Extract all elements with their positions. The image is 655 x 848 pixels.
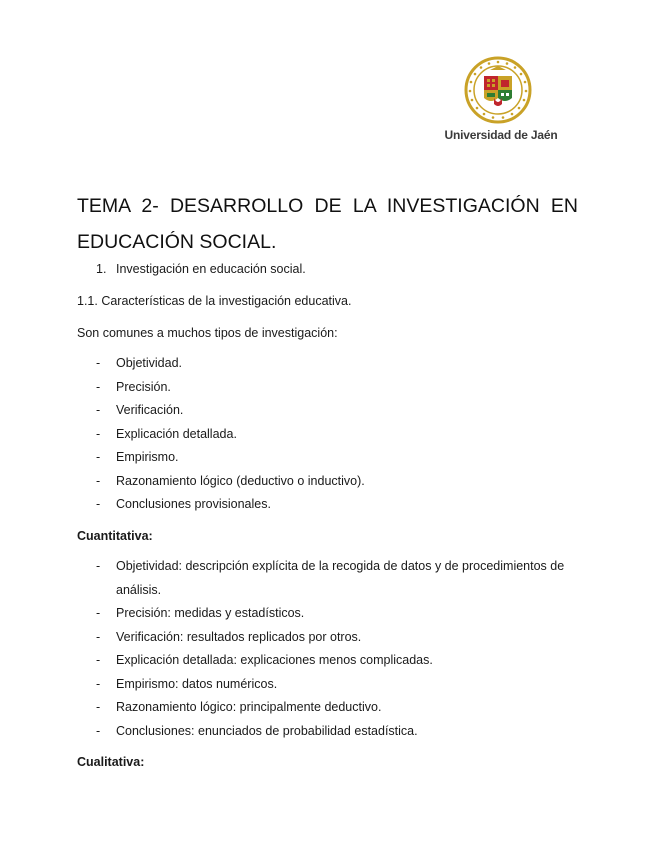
university-seal-icon xyxy=(464,56,532,124)
list-item-text: Precisión. xyxy=(116,379,171,394)
list-item-text: Verificación: resultados replicados por otros. xyxy=(116,629,362,644)
university-logo xyxy=(440,56,562,146)
numbered-heading xyxy=(96,260,306,278)
common-features-list xyxy=(0,352,578,517)
list-item xyxy=(0,399,578,423)
list-item-text: Explicación detallada: explicaciones menos complicadas. xyxy=(116,653,433,667)
list-item xyxy=(0,602,578,626)
section-subheading: 1.1. Características de la investigación educativa. xyxy=(77,294,352,308)
list-item-text: Conclusiones provisionales. xyxy=(116,497,271,511)
dash-bullet: - xyxy=(96,356,101,370)
list-item xyxy=(0,446,578,470)
list-item xyxy=(0,493,578,517)
dash-bullet: - xyxy=(96,379,101,394)
page-title: TEMA 2- DESARROLLO DE LA INVESTIGACIÓN EN EDUCACIÓN SOCIAL. xyxy=(77,195,578,253)
dash-bullet: - xyxy=(96,450,101,464)
list-item xyxy=(0,470,578,494)
dash-bullet: - xyxy=(96,426,101,441)
list-item xyxy=(0,696,578,720)
dash-bullet: - xyxy=(96,653,101,667)
dash-bullet: - xyxy=(96,559,101,573)
list-item xyxy=(0,649,578,673)
list-item xyxy=(0,720,578,744)
qualitative-heading: Cualitativa: xyxy=(77,755,145,769)
dash-bullet: - xyxy=(96,473,101,488)
dash-bullet: - xyxy=(96,497,101,511)
dash-bullet: - xyxy=(96,403,101,417)
list-item xyxy=(0,423,578,447)
numbered-heading-text: Investigación en educación social. xyxy=(116,262,306,276)
intro-paragraph: Son comunes a muchos tipos de investigación: xyxy=(77,326,338,340)
dash-bullet: - xyxy=(96,676,101,691)
list-item-text: Empirismo. xyxy=(116,450,179,464)
list-item-text: Verificación. xyxy=(116,403,184,417)
list-item xyxy=(0,555,578,602)
university-name: Universidad de Jaén xyxy=(444,128,558,142)
list-item-text: Objetividad. xyxy=(116,356,183,370)
list-item-text: Conclusiones: enunciados de probabilidad estadística. xyxy=(116,723,418,738)
numbered-heading-number: 1. xyxy=(96,262,107,276)
dash-bullet: - xyxy=(96,723,101,738)
list-item-text: Razonamiento lógico: principalmente deductivo. xyxy=(116,700,382,714)
dash-bullet: - xyxy=(96,629,101,644)
quantitative-heading: Cuantitativa: xyxy=(77,529,153,543)
dash-bullet: - xyxy=(96,606,101,620)
list-item-text: Empirismo: datos numéricos. xyxy=(116,676,278,691)
list-item-text: Precisión: medidas y estadísticos. xyxy=(116,606,305,620)
list-item xyxy=(0,376,578,400)
dash-bullet: - xyxy=(96,700,101,714)
quantitative-features-list xyxy=(0,555,578,743)
list-item xyxy=(0,626,578,650)
list-item-text: Explicación detallada. xyxy=(116,426,237,441)
list-item-text: Razonamiento lógico (deductivo o inductivo). xyxy=(116,473,365,488)
list-item-text: Objetividad: descripción explícita de la recogida de datos y de procedimientos de análisis. xyxy=(116,559,565,597)
list-item xyxy=(0,352,578,376)
list-item xyxy=(0,673,578,697)
